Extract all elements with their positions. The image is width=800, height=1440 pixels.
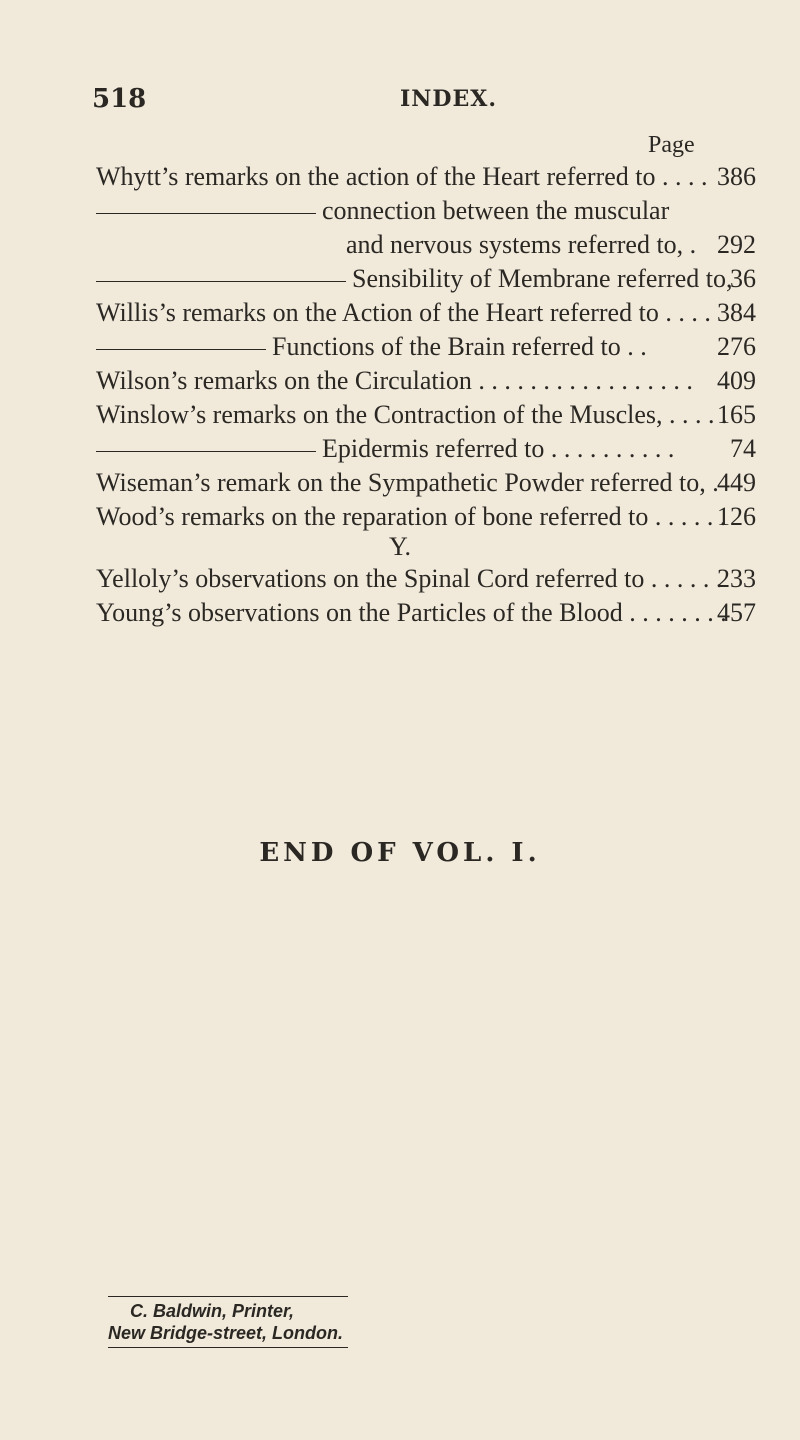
index-entry (96, 596, 756, 630)
ditto-rule (96, 213, 316, 214)
printer-address: New Bridge-street, London. (108, 1323, 344, 1343)
ditto-rule (96, 281, 346, 282)
entry-page-number: 233 (717, 564, 756, 593)
entry-page-number: 165 (717, 400, 756, 429)
entry-text: Whytt’s remarks on the action of the Heart referred to . . . . (96, 162, 708, 191)
entry-text: connection between the muscular (322, 196, 670, 225)
index-entry (96, 296, 756, 330)
end-of-volume: END OF VOL. I. (259, 838, 541, 868)
entry-page-number: 449 (717, 468, 756, 497)
page-header (0, 84, 800, 118)
entry-text: Young’s observations on the Particles of the Blood . . . . . . . . (96, 598, 727, 627)
index-entry (96, 432, 756, 466)
entry-text: Wiseman’s remark on the Sympathetic Powder referred to, . (96, 468, 719, 497)
page-column-label: Page (648, 132, 695, 158)
ditto-rule (96, 451, 316, 452)
entry-text: Sensibility of Membrane referred to, (352, 264, 733, 293)
printer-name: C. Baldwin, Printer, (130, 1301, 295, 1321)
index-entries-w (96, 160, 756, 534)
index-entry (96, 194, 756, 228)
entry-text: Willis’s remarks on the Action of the Heart referred to . . . . (96, 298, 711, 327)
entry-text: Functions of the Brain referred to . . (272, 332, 647, 361)
entry-text: Winslow’s remarks on the Contraction of the Muscles, . . . . . (96, 400, 728, 429)
entry-text: Yelloly’s observations on the Spinal Cord referred to . . . . . . (96, 564, 723, 593)
entry-page-number: 457 (717, 598, 756, 627)
entry-page-number: 36 (730, 264, 756, 293)
entry-page-number: 384 (717, 298, 756, 327)
index-entry (96, 466, 756, 500)
ditto-rule (96, 349, 266, 350)
entry-page-number: 276 (717, 332, 756, 361)
index-entry (96, 500, 756, 534)
printer-imprint (108, 1296, 348, 1348)
entry-text: and nervous systems referred to, . (346, 230, 697, 259)
index-entry (96, 160, 756, 194)
imprint-rule-bottom (108, 1347, 348, 1348)
entry-page-number: 292 (717, 230, 756, 259)
index-entry (96, 364, 756, 398)
running-head: INDEX. (400, 86, 497, 112)
entry-text: Epidermis referred to . . . . . . . . . . (322, 434, 675, 463)
index-entry (96, 262, 756, 296)
entry-page-number: 126 (717, 502, 756, 531)
index-entry (96, 398, 756, 432)
imprint-rule-top (108, 1296, 348, 1297)
page-number: 518 (92, 84, 147, 114)
entry-page-number: 74 (730, 434, 756, 463)
entry-text: Wilson’s remarks on the Circulation . . . . . . . . . . . . . . . . . (96, 366, 693, 395)
index-entry (96, 228, 756, 262)
index-entry (96, 562, 756, 596)
index-entry (96, 330, 756, 364)
section-letter: Y. (389, 532, 411, 561)
index-entries-y (96, 562, 756, 630)
entry-page-number: 386 (717, 162, 756, 191)
entry-text: Wood’s remarks on the reparation of bone referred to . . . . . . (96, 502, 727, 531)
entry-page-number: 409 (717, 366, 756, 395)
